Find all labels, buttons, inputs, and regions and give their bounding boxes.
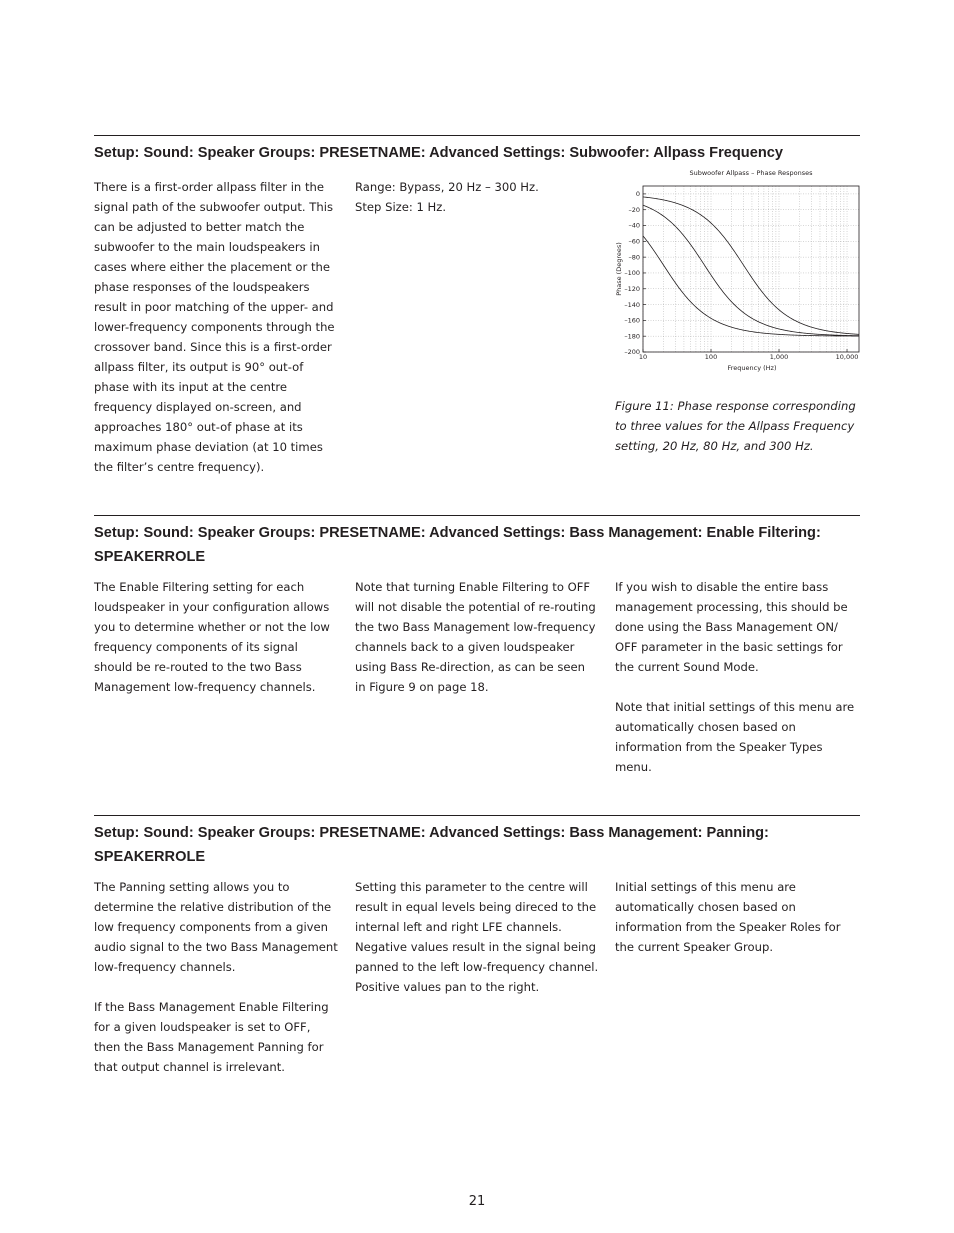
paragraph: If you wish to disable the entire bass management processing, this should be done using the Bass Management ON/ OFF parameter in the basic settings for the current Sound Mode.: [615, 580, 848, 674]
chart-ticks: [624, 190, 858, 361]
y-tick-label: –60: [628, 237, 640, 246]
y-tick-label: –200: [624, 348, 640, 357]
paragraph: The Panning setting allows you to determine the relative distribution of the low frequency components from a given audio signal to the two Bass Management low-frequency channels.: [94, 880, 338, 974]
chart-grid: [643, 186, 859, 352]
phase-response-plot: [611, 168, 863, 378]
paragraph: The Enable Filtering setting for each loudspeaker in your configuration allows you to determine whether or not the low frequency components of its signal should be re-routed to the two Bass Management low-frequency channels.: [94, 580, 330, 694]
paragraph: Note that turning Enable Filtering to OFF will not disable the potential of re-routing the two Bass Management low-frequency channels back to a given loudspeaker using Bass Re-direction, as can be seen in Figure 9 on page 18.: [355, 580, 596, 694]
chart-title: Subwoofer Allpass – Phase Responses: [689, 169, 813, 177]
section-heading: Setup: Sound: Speaker Groups: PRESETNAME: Advanced Settings: Subwoofer: Allpass Frequency: [94, 145, 783, 161]
paragraph: If the Bass Management Enable Filtering for a given loudspeaker is set to OFF, then the Bass Management Panning for that output channel is irrelevant.: [94, 1000, 329, 1074]
y-tick-label: –40: [628, 221, 640, 230]
step-size-text: Step Size: 1 Hz.: [355, 200, 447, 214]
y-tick-label: –140: [624, 300, 640, 309]
paragraph: Setting this parameter to the centre will result in equal levels being direced to the internal left and right LFE channels. Negative values result in the signal being panned to the left low-frequency channel. Positive values pan to the right.: [355, 880, 599, 994]
figure-caption: Figure 11: Phase response corresponding to three values for the Allpass Frequency setting, 20 Hz, 80 Hz, and 300 Hz.: [615, 399, 856, 453]
page-number: 21: [468, 1194, 486, 1209]
x-tick-label: 1,000: [769, 353, 789, 361]
section-panning: [94, 815, 860, 1074]
y-tick-label: –80: [628, 253, 640, 262]
paragraph: Initial settings of this menu are automatically chosen based on information from the Speaker Roles for the current Speaker Group.: [615, 880, 841, 954]
paragraph: Note that initial settings of this menu are automatically chosen based on information from the Speaker Types menu.: [615, 700, 855, 774]
x-tick-label: 10: [638, 353, 648, 361]
y-tick-label: –100: [624, 269, 640, 278]
column-2: [355, 877, 599, 997]
y-axis-label: Phase (Degrees): [615, 242, 623, 296]
column-3: [615, 577, 859, 777]
column-1: [94, 877, 338, 1077]
phase-response-chart: [611, 168, 863, 378]
x-axis-label: Frequency (Hz): [727, 364, 777, 372]
paragraph: There is a first-order allpass filter in the signal path of the subwoofer output. This can be adjusted to better match the subwoofer to the main loudspeakers in cases where either the placement or the phase responses of the loudspeakers result in poor matching of the upper- and lower-frequency components through the crossover band. Since this is a first-order allpass filter, its output is 90° out-of phase with its input at the centre frequency displayed on-screen, and approaches 180° out-of phase at its maximum phase deviation (at 10 times the filter’s centre frequency).: [94, 180, 335, 474]
section-allpass-frequency: [94, 135, 860, 474]
y-tick-label: –160: [624, 316, 640, 325]
x-tick-label: 100: [704, 353, 718, 361]
column-1: [94, 577, 338, 697]
column-2: [355, 577, 599, 697]
y-tick-label: –120: [624, 284, 640, 293]
column-3: [615, 877, 859, 957]
y-tick-label: –20: [628, 205, 640, 214]
x-tick-label: 10,000: [835, 353, 859, 361]
section-heading: Setup: Sound: Speaker Groups: PRESETNAME: Advanced Settings: Bass Management: Panning: SPEAKERROLE: [94, 825, 769, 865]
y-tick-label: 0: [635, 190, 640, 199]
y-tick-label: –180: [624, 332, 640, 341]
column-1: [94, 177, 338, 477]
column-2: [355, 177, 599, 217]
section-enable-filtering: [94, 515, 860, 774]
section-heading: Setup: Sound: Speaker Groups: PRESETNAME: Advanced Settings: Bass Management: Enable Filtering: SPEAKERROLE: [94, 525, 821, 565]
range-text: Range: Bypass, 20 Hz – 300 Hz.: [355, 180, 539, 194]
